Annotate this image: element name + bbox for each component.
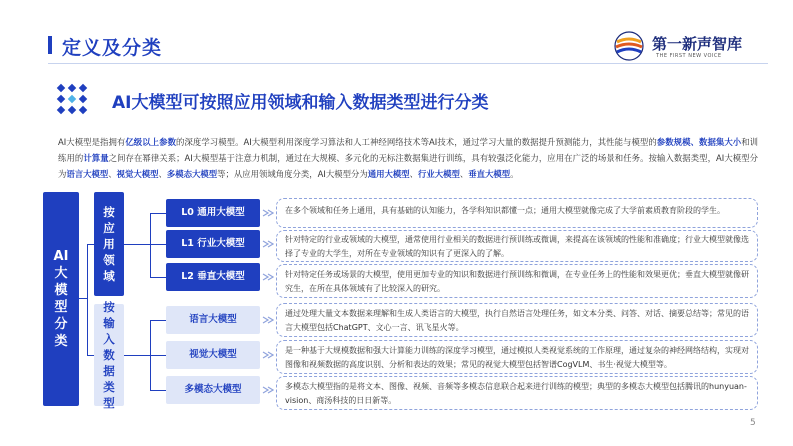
desc-industry-model: 针对特定的行业或领域的大模型，通常使用行业相关的数据进行预训练或微调，来提高在该领域的性能和准确度；行业大模型就像选择了专业的大学生，对所在专业领域的知识有了更深入的了解。	[276, 230, 758, 262]
label-multimodal-model: 多模态大模型	[166, 376, 260, 404]
arrow-right-icon	[262, 208, 274, 218]
page-title: 定义及分类	[62, 37, 163, 59]
logo-globe-icon	[612, 30, 646, 62]
logo-name: 第一新声智库	[652, 35, 743, 53]
section-subtitle: AI大模型可按照应用领域和输入数据类型进行分类	[112, 93, 489, 113]
arrow-right-icon	[262, 272, 274, 282]
label-industry-model: L1 行业大模型	[166, 230, 260, 258]
title-accent-bar	[48, 36, 52, 54]
intro-paragraph: AI大模型是指拥有亿级以上参数的深度学习模型。AI大模型利用深度学习算法和人工神经网络技术等AI技术，通过学习大量的数据提升预测能力，其性能与模型的参数规模、数据集大小和训练用的计算量之间存在幂律关系；AI大模型基于注意力机制，通过在大规模、多元化的无标注数据集进行训练，具有较强泛化能力，应用在广泛的场景和任务。按输入数据类型，AI大模型分为语言大模型、视觉大模型、多模态大模型等；从应用领域角度分类，AI大模型分为通用大模型、行业大模型、垂直大模型。	[58, 137, 759, 179]
label-language-model: 语言大模型	[166, 306, 260, 334]
connector-line	[150, 277, 166, 278]
connector-line	[150, 213, 151, 277]
connector-line	[150, 213, 166, 214]
arrow-right-icon	[262, 315, 274, 325]
label-vision-model: 视觉大模型	[166, 341, 260, 369]
connector-line	[150, 355, 166, 356]
arrow-right-icon	[262, 385, 274, 395]
connector-line	[150, 320, 166, 321]
desc-language-model: 通过处理大量文本数据来理解和生成人类语言的大模型，执行自然语言处理任务，如文本分类、问答、对话、摘要总结等；常见的语言大模型包括ChatGPT、文心一言、讯飞星火等。	[276, 303, 758, 337]
desc-vision-model: 是一种基于大规模数据和强大计算能力训练的深度学习模型，通过模拟人类视觉系统的工作原理，通过复杂的神经网络结构，实现对图像和视频数据的高度识别、分析和表达的效果；常见的视觉大模型包括智谱CogVLM、书生·视觉大模型等。	[276, 340, 758, 374]
desc-vertical-model: 针对特定任务或场景的大模型，使用更加专业的知识和数据进行预训练和微调，在专业任务上的性能和效果更优；垂直大模型就像研究生，在所在具体领域有了比较深入的研究。	[276, 264, 758, 298]
ai-model-classification-box: AI 大 模 型 分 类	[43, 192, 79, 406]
connector-line	[87, 355, 94, 356]
group-by-application-domain: 按 应 用 领 域	[94, 192, 124, 296]
desc-multimodal-model: 多模态大模型指的是将文本、图像、视频、音频等多模态信息联合起来进行训练的模型；典型的多模态大模型包括腾讯的hunyuan-vision、商汤科技的日日新等。	[276, 376, 758, 410]
connector-line	[150, 244, 166, 245]
arrow-right-icon	[262, 239, 274, 249]
connector-line	[87, 244, 94, 245]
connector-line	[150, 390, 166, 391]
logo	[612, 30, 762, 62]
connector-line	[124, 244, 150, 245]
label-vertical-model: L2 垂直大模型	[166, 263, 260, 291]
desc-general-model: 在多个领域和任务上通用，具有基础的认知能力，各学科知识都懂一点；通用大模型就像完成了大学前素质教育阶段的学生。	[276, 198, 758, 228]
connector-line	[87, 244, 88, 356]
page-number: 5	[750, 418, 756, 428]
label-general-model: L0 通用大模型	[166, 199, 260, 227]
header-divider	[48, 63, 768, 64]
connector-line	[124, 355, 150, 356]
diamond-pattern-icon	[55, 82, 89, 116]
logo-subtitle: THE FIRST NEW VOICE	[656, 53, 722, 59]
arrow-right-icon	[262, 350, 274, 360]
group-by-input-data-type: 按 输 入 数 据 类 型	[94, 304, 124, 406]
connector-line	[79, 298, 87, 299]
